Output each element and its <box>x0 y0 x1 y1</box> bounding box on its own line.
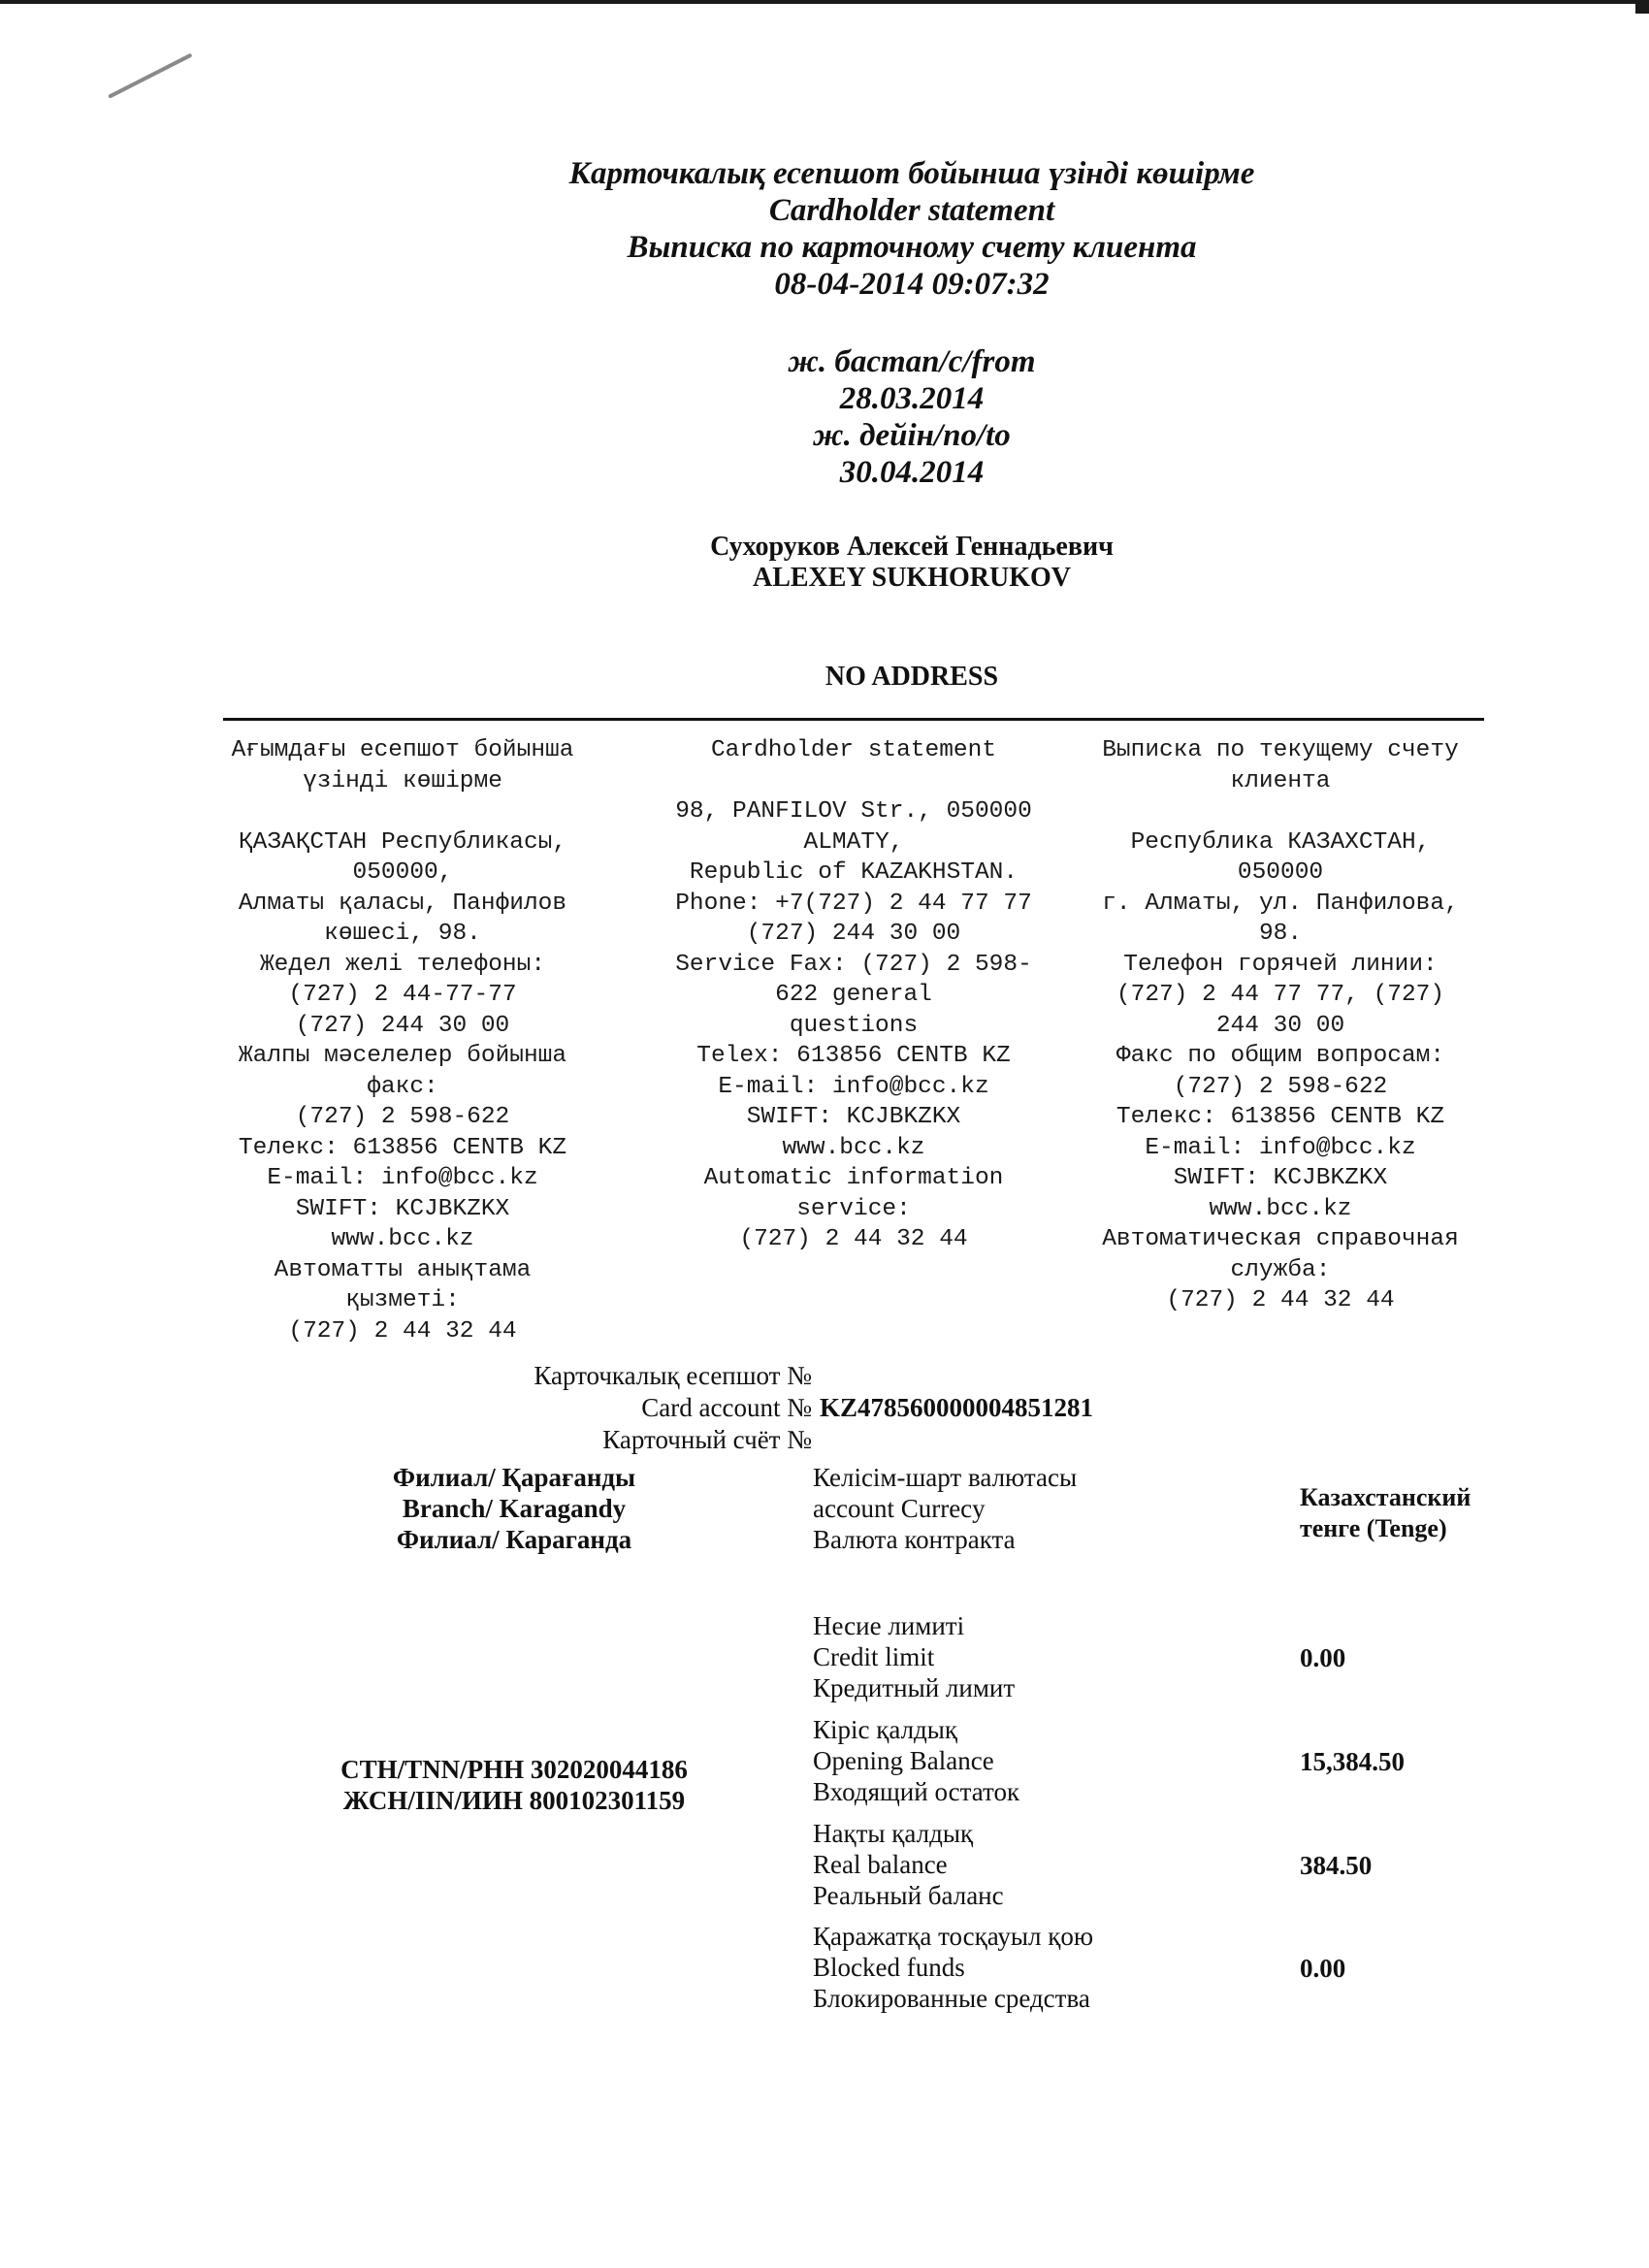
bank-info-line: Жалпы мәселелер бойынша <box>238 1043 567 1069</box>
bank-info-line: Автоматическая справочная <box>1102 1226 1459 1252</box>
staple-mark <box>108 53 192 99</box>
bank-info-line: 244 30 00 <box>1215 1012 1345 1039</box>
bank-info-line: Телекс: 613856 CENTB KZ <box>238 1134 567 1161</box>
balance-label-en: Blocked funds <box>813 1953 965 1982</box>
bank-info-line <box>1067 796 1494 827</box>
bank-info-line <box>189 796 616 827</box>
statement-datetime: 08-04-2014 09:07:32 <box>774 267 1050 302</box>
balance-label-ru: Реальный баланс <box>813 1881 1004 1910</box>
branch-kz: Филиал/ Қарағанды <box>392 1463 636 1492</box>
balance-label-ru: Входящий остаток <box>813 1777 1020 1806</box>
balance-label-real <box>813 1818 1269 1911</box>
tax-id-iin: ЖСН/IIN/ИИН 800102301159 <box>342 1786 686 1815</box>
period-from-date: 28.03.2014 <box>839 381 985 416</box>
period-to-date: 30.04.2014 <box>839 455 985 490</box>
bank-info-line: E-mail: info@bcc.kz <box>267 1165 538 1191</box>
tax-id-rnn: СТН/TNN/РНН 302020044186 <box>340 1755 688 1784</box>
bank-info-line: questions <box>789 1012 919 1039</box>
branch-block <box>320 1462 708 1555</box>
bank-info-line: Факс по общим вопросам: <box>1116 1043 1445 1069</box>
balance-label-opening <box>813 1714 1269 1807</box>
card-account-label-kz: Карточкалық есепшот № <box>534 1361 812 1390</box>
bank-info-line: служба: <box>1230 1256 1331 1283</box>
balance-value-real: 384.50 <box>1300 1851 1373 1880</box>
bank-info-line: факс: <box>367 1073 438 1100</box>
bank-info-line: 050000 <box>1237 859 1324 886</box>
bank-info-line <box>640 766 1067 797</box>
branch-ru: Филиал/ Караганда <box>396 1525 632 1554</box>
bank-info-line: Service Fax: (727) 2 598- <box>675 951 1032 978</box>
bank-info-line: (727) 244 30 00 <box>295 1012 510 1039</box>
card-account-label-ru: Карточный счёт № <box>602 1425 812 1454</box>
bank-info-line: Жедел желі телефоны: <box>259 951 546 978</box>
bank-info-line: (727) 2 44-77-77 <box>288 982 517 1008</box>
bank-info-line: www.bcc.kz <box>331 1226 474 1252</box>
balance-label-kz: Қаражатқа тосқауыл қою <box>813 1922 1094 1951</box>
header-divider <box>223 718 1484 721</box>
card-account-number: KZ478560000004851281 <box>820 1393 1094 1422</box>
bank-info-line: қызметі: <box>345 1287 460 1313</box>
bank-info-line: www.bcc.kz <box>782 1134 925 1161</box>
client-address-block <box>0 662 1649 693</box>
bank-info-line: ALMATY, <box>803 828 904 856</box>
client-name-en: ALEXEY SUKHORUKOV <box>752 563 1071 593</box>
period-from-label: ж. бастап/с/from <box>788 344 1036 379</box>
bank-info-line: ҚАЗАҚСТАН Республикасы, <box>238 828 567 856</box>
bank-info-line: үзінді көшірме <box>303 767 502 794</box>
branch-en: Branch/ Karagandy <box>402 1494 627 1523</box>
bank-info-line: (727) 2 598-622 <box>1173 1073 1388 1100</box>
currency-label-ru: Валюта контракта <box>813 1525 1016 1554</box>
bank-info-line: (727) 2 598-622 <box>295 1104 510 1130</box>
bank-info-line: (727) 2 44 32 44 <box>739 1226 968 1252</box>
currency-value-block <box>1300 1482 1610 1544</box>
balance-label-en: Opening Balance <box>813 1746 994 1775</box>
bank-info-line: Ағымдағы есепшот бойынша <box>231 737 574 763</box>
bank-info-line: көшесі, 98. <box>324 921 481 947</box>
balance-label-ru: Блокированные средства <box>813 1984 1090 2013</box>
currency-label-en: account Currecy <box>813 1494 986 1523</box>
currency-label-kz: Келісім-шарт валютасы <box>813 1463 1078 1492</box>
balance-value-credit-limit: 0.00 <box>1300 1643 1346 1672</box>
statement-title-block <box>0 155 1649 303</box>
bank-info-line: г. Алматы, ул. Панфилова, <box>1102 890 1459 917</box>
balance-value-opening: 15,384.50 <box>1300 1747 1405 1776</box>
bank-info-line: E-mail: info@bcc.kz <box>718 1073 989 1100</box>
bank-info-line: Телекс: 613856 CENTB KZ <box>1116 1104 1445 1130</box>
balance-value-blocked: 0.00 <box>1300 1954 1346 1983</box>
bank-info-kz <box>189 735 616 1346</box>
bank-info-line: Telex: 613856 CENTB KZ <box>696 1043 1011 1069</box>
period-to-label: ж. дейін/по/to <box>813 418 1011 453</box>
bank-info-en <box>640 735 1067 1255</box>
balance-label-en: Credit limit <box>813 1642 935 1671</box>
currency-value-line2: тенге (Tenge) <box>1300 1514 1447 1542</box>
balance-label-kz: Нақты қалдық <box>813 1819 974 1848</box>
client-address: NO ADDRESS <box>824 662 999 692</box>
bank-info-line: Республика КАЗАХСТАН, <box>1130 828 1431 856</box>
scan-top-edge <box>0 0 1649 4</box>
bank-info-line: (727) 2 44 32 44 <box>288 1317 517 1345</box>
bank-info-line: Алматы қаласы, Панфилов <box>238 890 567 917</box>
currency-value-line1: Казахстанский <box>1300 1483 1471 1511</box>
balance-label-kz: Кіріс қалдық <box>813 1715 958 1744</box>
bank-info-line: (727) 2 44 32 44 <box>1166 1287 1395 1313</box>
bank-info-line: (727) 244 30 00 <box>746 921 961 947</box>
currency-label-block <box>813 1462 1269 1555</box>
card-account-label-en: Card account № <box>641 1393 812 1422</box>
bank-info-line: E-mail: info@bcc.kz <box>1145 1134 1416 1161</box>
bank-info-line: Телефон горячей линии: <box>1123 951 1438 978</box>
bank-info-line: SWIFT: KCJBKZKX <box>295 1195 510 1222</box>
balance-label-blocked <box>813 1921 1269 2014</box>
bank-info-line: SWIFT: KCJBKZKX <box>746 1104 961 1130</box>
bank-info-line: www.bcc.kz <box>1209 1195 1352 1222</box>
bank-info-line: (727) 2 44 77 77, (727) <box>1116 982 1445 1008</box>
bank-info-line: SWIFT: KCJBKZKX <box>1173 1165 1388 1191</box>
bank-info-line: Phone: +7(727) 2 44 77 77 <box>675 890 1032 917</box>
client-block <box>0 532 1649 594</box>
bank-info-line: 622 general <box>775 982 932 1008</box>
title-kz: Карточкалық есепшот бойынша үзінді көшірме <box>568 156 1255 191</box>
bank-info-ru <box>1067 735 1494 1316</box>
bank-info-line: 98. <box>1258 921 1303 947</box>
bank-info-line: Автоматты анықтама <box>274 1256 532 1283</box>
bank-info-line: Cardholder statement <box>710 737 997 763</box>
title-ru: Выписка по карточному счету клиента <box>627 230 1197 265</box>
bank-info-line: Republic of KAZAKHSTAN. <box>689 859 1018 886</box>
balance-label-ru: Кредитный лимит <box>813 1673 1016 1702</box>
card-account-block <box>388 1360 1106 1456</box>
period-block <box>0 343 1649 491</box>
bank-info-line: Выписка по текущему счету <box>1102 737 1459 763</box>
bank-info-line: клиента <box>1230 767 1331 794</box>
client-name-ru: Сухоруков Алексей Геннадьевич <box>710 532 1114 562</box>
tax-ids-block <box>291 1754 737 1816</box>
balance-label-en: Real balance <box>813 1850 948 1879</box>
balance-label-credit-limit <box>813 1610 1269 1703</box>
bank-info-line: service: <box>796 1195 911 1222</box>
bank-info-line: 050000, <box>352 859 453 886</box>
title-en: Cardholder statement <box>768 193 1055 228</box>
scan-corner-mark <box>1635 0 1649 14</box>
balance-label-kz: Несие лимиті <box>813 1611 965 1640</box>
bank-info-line: Automatic information <box>703 1165 1004 1191</box>
bank-info-line: 98, PANFILOV Str., 050000 <box>675 798 1032 825</box>
